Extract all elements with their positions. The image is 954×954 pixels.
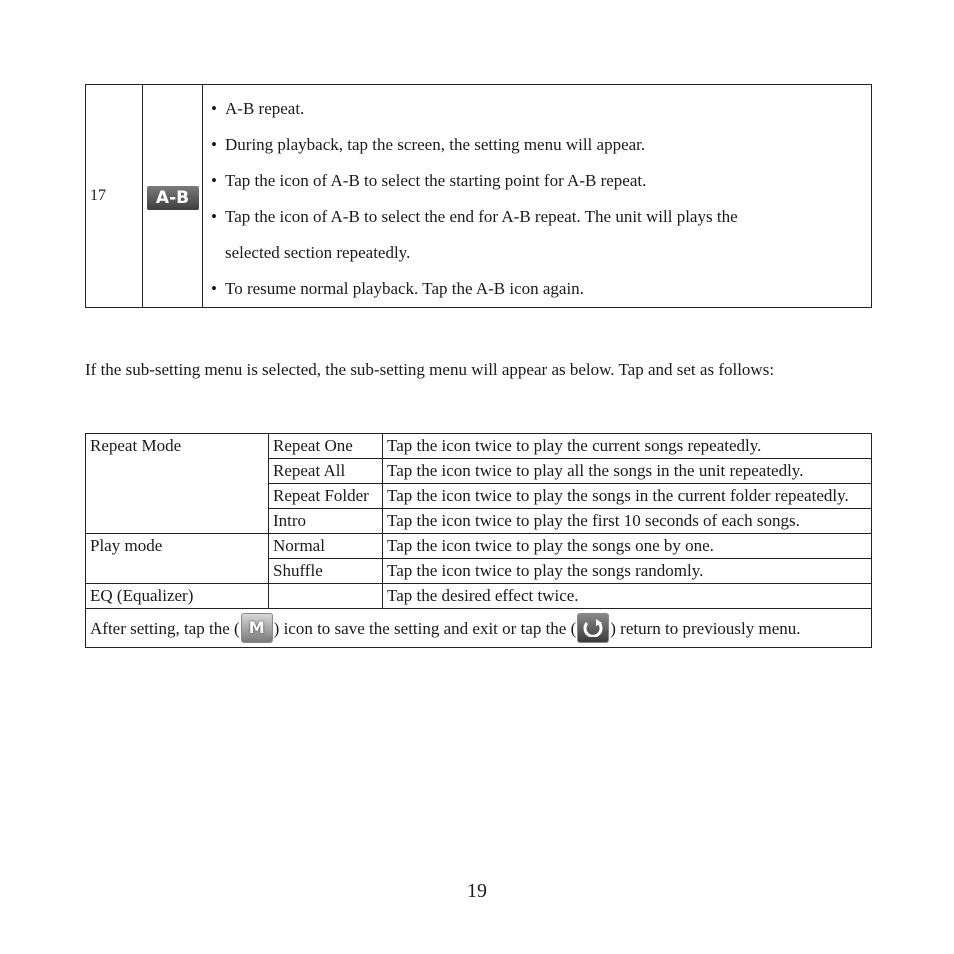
list-item: • Tap the icon of A-B to select the starting point for A-B repeat. (211, 171, 647, 190)
option-description: Tap the icon twice to play all the songs in the unit repeatedly. (383, 459, 872, 484)
page-number: 19 (467, 880, 487, 902)
description-cell (203, 85, 872, 308)
option-label: Repeat One (269, 434, 383, 459)
return-icon (577, 613, 609, 643)
option-description: Tap the icon twice to play the songs in the current folder repeatedly. (383, 484, 872, 509)
list-item: • During playback, tap the screen, the setting menu will appear. (211, 135, 646, 154)
option-description: Tap the desired effect twice. (383, 584, 872, 609)
list-item: • Tap the icon of A-B to select the end for A-B repeat. The unit will plays the selected section repeatedly. (211, 207, 738, 262)
option-description: Tap the icon twice to play the current songs repeatedly. (383, 434, 872, 459)
option-description: Tap the icon twice to play the songs randomly. (383, 559, 872, 584)
save-menu-icon: M (241, 613, 273, 643)
setting-label: Play mode (86, 534, 269, 584)
table-row (86, 534, 872, 559)
sub-setting-table (85, 433, 872, 648)
setting-label: EQ (Equalizer) (86, 584, 269, 609)
table-row (86, 584, 872, 609)
list-item: • A-B repeat. (211, 99, 305, 118)
a-b-repeat-icon: A-B (147, 186, 199, 210)
icon-cell (143, 85, 203, 308)
footer-note: After setting, tap the ( M ) icon to save the setting and exit or tap the ( ) return to previously menu. (86, 609, 872, 648)
option-label: Normal (269, 534, 383, 559)
ab-repeat-table (85, 84, 872, 308)
table-row (86, 434, 872, 459)
bullet-list (203, 85, 871, 307)
option-description: Tap the icon twice to play the songs one by one. (383, 534, 872, 559)
option-label (269, 584, 383, 609)
option-label: Repeat Folder (269, 484, 383, 509)
item-number: 17 (86, 85, 143, 308)
intro-paragraph: If the sub-setting menu is selected, the sub-setting menu will appear as below. Tap and set as follows: (85, 360, 775, 379)
option-label: Intro (269, 509, 383, 534)
option-label: Repeat All (269, 459, 383, 484)
setting-label: Repeat Mode (86, 434, 269, 534)
list-item: • To resume normal playback. Tap the A-B icon again. (211, 279, 584, 298)
option-description: Tap the icon twice to play the first 10 seconds of each songs. (383, 509, 872, 534)
table-footer-row (86, 609, 872, 648)
option-label: Shuffle (269, 559, 383, 584)
